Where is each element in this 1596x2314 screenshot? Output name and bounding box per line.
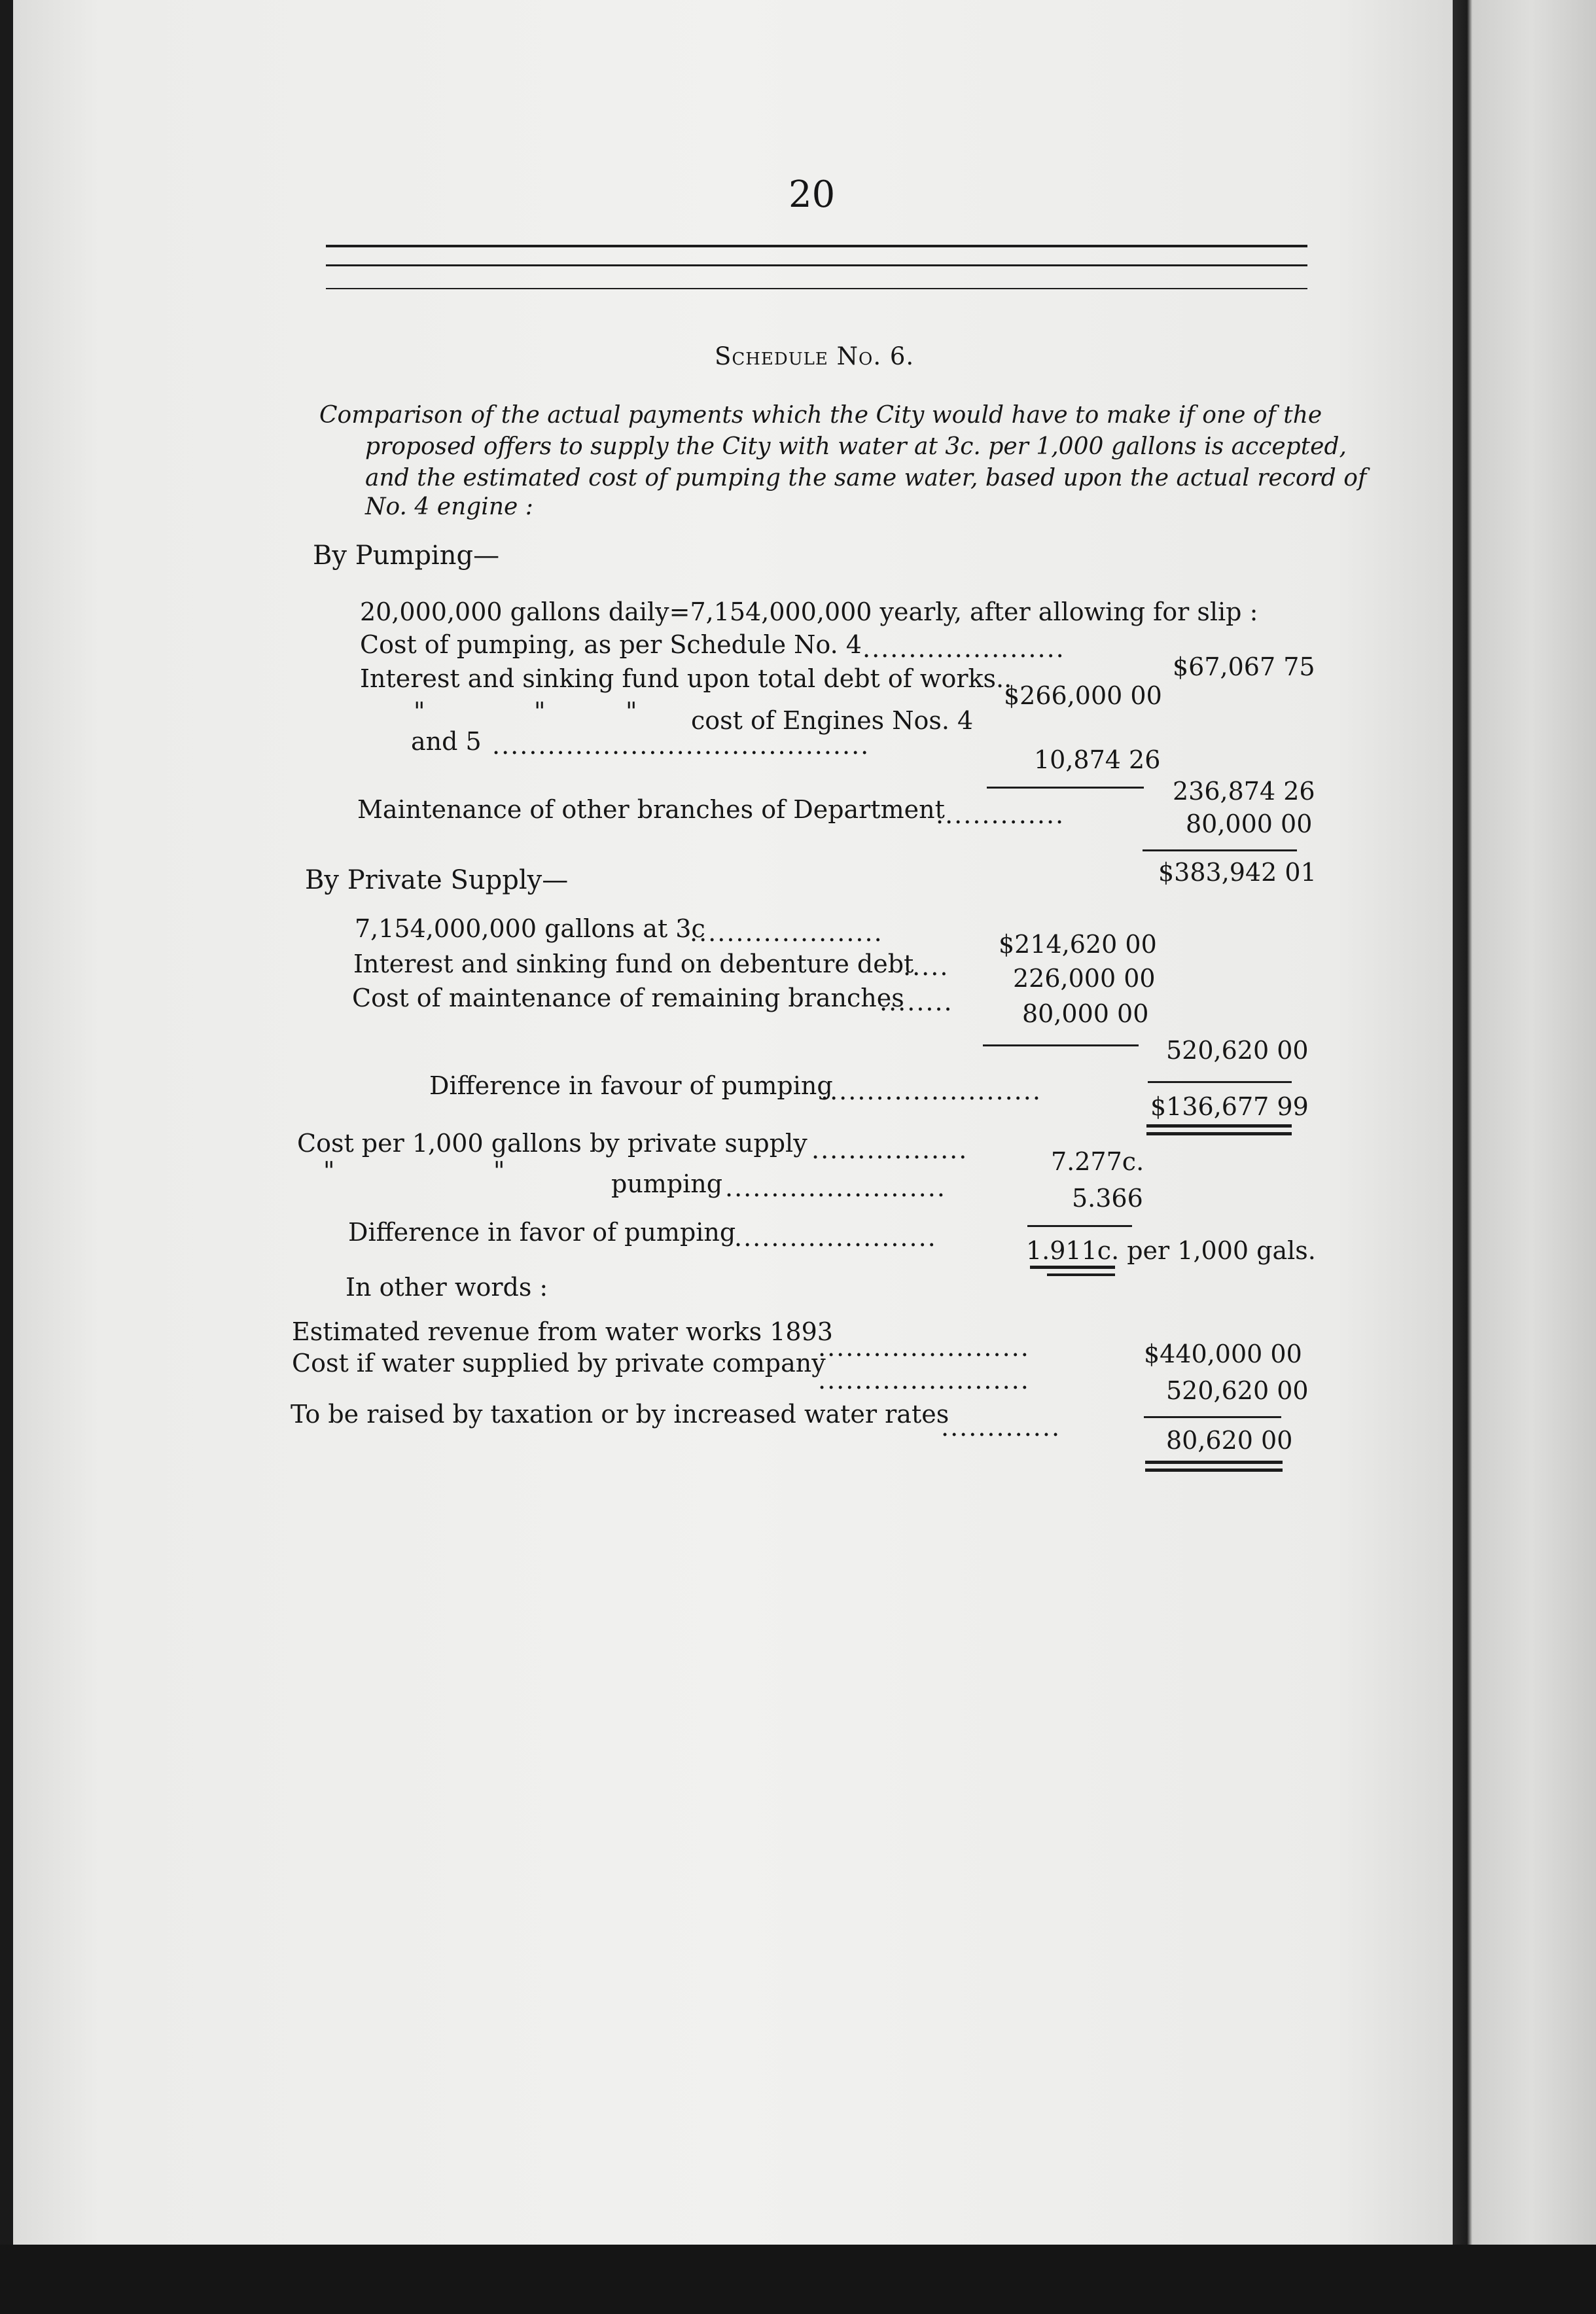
interest-subtotal: 236,874 26 bbox=[1173, 777, 1315, 806]
leader-dots: ......................................... bbox=[492, 731, 870, 760]
ditto-mark: " bbox=[626, 697, 637, 726]
leader-dots: ....................... bbox=[818, 1333, 1030, 1362]
cost-pumping-value: $67,067 75 bbox=[1173, 652, 1315, 681]
engines-value: 10,874 26 bbox=[1034, 745, 1161, 774]
leader-dots: ...................... bbox=[862, 634, 1065, 663]
ditto-mark: " bbox=[323, 1156, 335, 1185]
and-five-label: and 5 bbox=[411, 727, 482, 756]
caption-line-3: and the estimated cost of pumping the same water, based upon the actual record of bbox=[365, 465, 1367, 491]
per-thousand-pumping-label: pumping bbox=[611, 1169, 723, 1198]
interest-value: $266,000 00 bbox=[1004, 681, 1162, 710]
scan-border bbox=[0, 2245, 1596, 2314]
leader-dots: ........................ bbox=[821, 1077, 1042, 1105]
difference-top-rule bbox=[1148, 1081, 1292, 1083]
private-cost-label: Cost if water supplied by private company bbox=[292, 1349, 826, 1378]
subtotal-rule bbox=[987, 787, 1144, 789]
per-thousand-double-rule-2 bbox=[1047, 1273, 1115, 1276]
leader-dots: ..................... bbox=[690, 918, 883, 947]
interest-label: Interest and sinking fund upon total debt of works.. bbox=[360, 664, 1012, 693]
leader-dots: ................. bbox=[811, 1135, 968, 1164]
private-cost-value: 520,620 00 bbox=[1166, 1376, 1309, 1405]
pumping-total-rule bbox=[1143, 849, 1297, 851]
difference-double-rule-1 bbox=[1146, 1124, 1292, 1128]
leader-dots: ..... bbox=[903, 952, 949, 981]
leader-dots: ...................... bbox=[734, 1223, 937, 1252]
pumping-heading: By Pumping— bbox=[313, 541, 500, 571]
taxation-top-rule bbox=[1144, 1416, 1281, 1418]
taxation-double-rule-2 bbox=[1145, 1468, 1283, 1472]
private-maint-value: 80,000 00 bbox=[1022, 999, 1149, 1028]
revenue-value: $440,000 00 bbox=[1144, 1340, 1302, 1368]
schedule-title: Schedule No. 6. bbox=[715, 342, 915, 370]
per-thousand-private-value: 7.277c. bbox=[1051, 1147, 1144, 1176]
maintenance-value: 80,000 00 bbox=[1186, 810, 1313, 838]
taxation-value: 80,620 00 bbox=[1166, 1426, 1293, 1455]
pumping-total: $383,942 01 bbox=[1158, 858, 1317, 887]
header-rule-bottom bbox=[326, 288, 1307, 289]
private-total: 520,620 00 bbox=[1166, 1036, 1309, 1065]
other-words-heading: In other words : bbox=[346, 1273, 548, 1302]
private-subtotal-rule bbox=[983, 1044, 1139, 1046]
difference-double-rule-2 bbox=[1146, 1132, 1292, 1135]
difference-value: $136,677 99 bbox=[1150, 1092, 1309, 1121]
per-thousand-diff-value: 1.911c. per 1,000 gals. bbox=[1026, 1236, 1316, 1265]
per-thousand-rule bbox=[1027, 1225, 1132, 1227]
caption-line-2: proposed offers to supply the City with water at 3c. per 1,000 gallons is accepted, bbox=[365, 433, 1347, 460]
per-thousand-pumping-value: 5.366 bbox=[1072, 1184, 1143, 1213]
caption-line-1: Comparison of the actual payments which the City would have to make if one of the bbox=[319, 402, 1322, 429]
caption-line-4: No. 4 engine : bbox=[365, 493, 533, 520]
pumping-basis: 20,000,000 gallons daily=7,154,000,000 yearly, after allowing for slip : bbox=[360, 597, 1258, 626]
per-thousand-diff-label: Difference in favor of pumping bbox=[348, 1218, 736, 1247]
private-gallons-value: $214,620 00 bbox=[999, 930, 1157, 959]
page-number: 20 bbox=[789, 173, 836, 216]
private-heading: By Private Supply— bbox=[305, 865, 569, 895]
ditto-mark: " bbox=[493, 1156, 505, 1185]
private-debt-label: Interest and sinking fund on debenture debt bbox=[353, 950, 914, 978]
difference-label: Difference in favour of pumping bbox=[429, 1071, 833, 1100]
leader-dots: .............. bbox=[936, 800, 1065, 829]
private-debt-value: 226,000 00 bbox=[1013, 964, 1156, 993]
binding-edge bbox=[1453, 0, 1596, 2314]
leader-dots: ............. bbox=[941, 1413, 1061, 1442]
revenue-label: Estimated revenue from water works 1893 bbox=[292, 1317, 833, 1346]
leader-dots: ........ bbox=[879, 988, 953, 1016]
private-gallons-label: 7,154,000,000 gallons at 3c bbox=[355, 914, 705, 943]
header-rule-middle bbox=[326, 264, 1307, 266]
header-rule-top bbox=[326, 245, 1307, 247]
ditto-mark: " bbox=[534, 697, 546, 726]
leader-dots: ........................ bbox=[725, 1173, 946, 1202]
taxation-double-rule-1 bbox=[1145, 1461, 1283, 1464]
engines-label: cost of Engines Nos. 4 bbox=[691, 706, 974, 735]
per-thousand-double-rule-1 bbox=[1030, 1266, 1115, 1269]
leader-dots: ....................... bbox=[818, 1366, 1030, 1395]
page-paper bbox=[13, 0, 1453, 2245]
per-thousand-private-label: Cost per 1,000 gallons by private supply bbox=[297, 1129, 807, 1158]
maintenance-label: Maintenance of other branches of Department bbox=[357, 795, 945, 824]
cost-pumping-label: Cost of pumping, as per Schedule No. 4 bbox=[360, 630, 862, 659]
ditto-mark: " bbox=[414, 697, 425, 726]
private-maint-label: Cost of maintenance of remaining branches bbox=[352, 984, 904, 1012]
taxation-label: To be raised by taxation or by increased water rates bbox=[291, 1400, 949, 1429]
